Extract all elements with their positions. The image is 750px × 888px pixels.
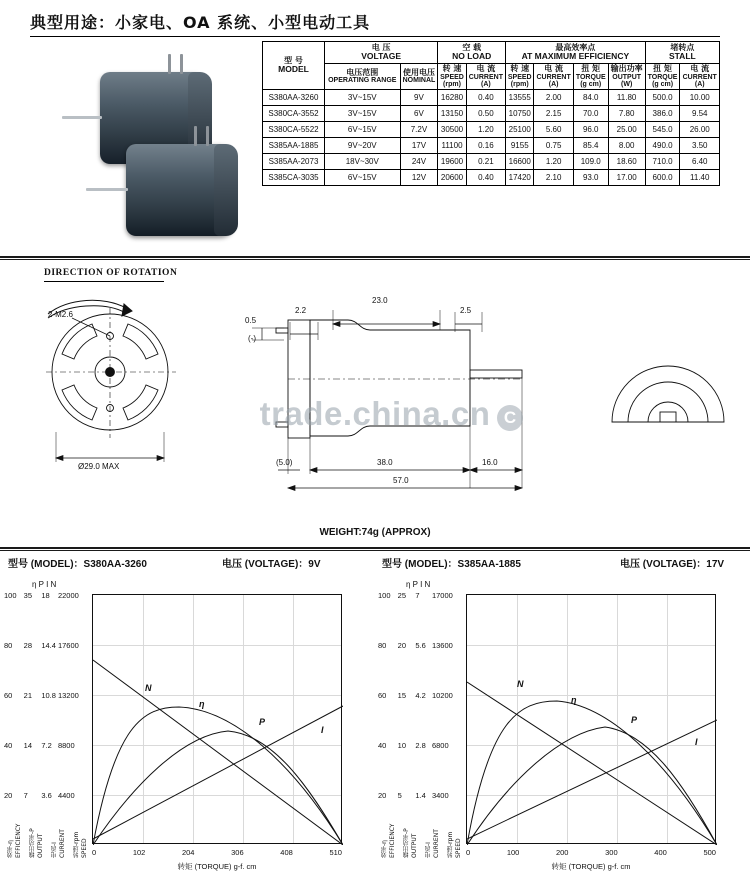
chart1-yaxis-speed-cn: 转速-rpm xyxy=(73,831,80,858)
cell-stall-current: 26.00 xyxy=(680,122,720,138)
cell-nominal: 24V xyxy=(400,154,438,170)
section-divider-top xyxy=(0,256,750,258)
chart2-label-N: N xyxy=(517,679,524,689)
chart1-ytick-row: 100 35 18 22000 xyxy=(4,591,79,600)
cell-eff-speed: 10750 xyxy=(506,106,534,122)
cell-eff-current: 1.20 xyxy=(534,154,573,170)
cell-range: 6V~15V xyxy=(325,122,401,138)
chart2-xticks xyxy=(466,848,716,857)
cell-eff-torque: 85.4 xyxy=(573,138,608,154)
chart1-yaxis-speed-en: SPEED xyxy=(81,838,88,858)
xtick: 100 xyxy=(506,848,520,857)
cell-eff-current: 2.10 xyxy=(534,170,573,186)
chart1-curves xyxy=(93,595,343,845)
subheader-noload-speed: 转 速 SPEED (rpm) xyxy=(438,64,466,90)
cell-model: S385CA-3035 xyxy=(263,170,325,186)
chart2-xlabel: 转矩 (TORQUE) g-f. cm xyxy=(551,862,631,871)
cell-stall-current: 11.40 xyxy=(680,170,720,186)
section-divider-top-2 xyxy=(0,259,750,260)
chart1-ytick-row: 20 7 3.6 4400 xyxy=(4,791,75,800)
cell-noload-current: 0.50 xyxy=(466,106,505,122)
cell-eff-output: 17.00 xyxy=(608,170,645,186)
subheader-eff-speed: 转 速 SPEED (rpm) xyxy=(506,64,534,90)
cell-noload-current: 0.40 xyxy=(466,90,505,106)
cell-nominal: 12V xyxy=(400,170,438,186)
screw-note: 2-M2.6 xyxy=(48,310,73,319)
chart2-ytick-row: 60 15 4.2 10200 xyxy=(378,691,453,700)
table-row xyxy=(263,170,720,186)
table-row xyxy=(263,106,720,122)
table-group-header-row xyxy=(263,42,720,64)
cell-eff-output: 7.80 xyxy=(608,106,645,122)
dim-0-5: 0.5 xyxy=(245,316,257,325)
cell-eff-output: 18.60 xyxy=(608,154,645,170)
dimension-drawing-section xyxy=(0,262,750,542)
chart2-plot-area xyxy=(466,594,716,844)
subheader-eff-torque: 扭 矩 TORQUE (g cm) xyxy=(573,64,608,90)
chart1-ytick-row: 80 28 14.4 17600 xyxy=(4,641,79,650)
cell-range: 3V~15V xyxy=(325,90,401,106)
motor-endcap-front xyxy=(214,144,238,236)
table-sub-header-row xyxy=(263,64,720,90)
cell-stall-torque: 490.0 xyxy=(645,138,680,154)
dim-2-2: 2.2 xyxy=(295,306,307,315)
right-end-view-drawing xyxy=(612,366,724,422)
cell-eff-torque: 93.0 xyxy=(573,170,608,186)
curve1-voltage-label: 电压 (VOLTAGE)：9V xyxy=(222,559,321,570)
end-view-drawing xyxy=(46,308,176,438)
chart2-yaxis-efficiency-en: EFFICIENCY xyxy=(389,823,396,858)
specification-table xyxy=(262,41,720,186)
section-divider-bottom xyxy=(0,547,750,549)
minus-terminal-mark: (-) xyxy=(248,334,256,343)
xtick: 408 xyxy=(280,848,293,857)
cell-range: 9V~20V xyxy=(325,138,401,154)
xtick: 102 xyxy=(132,848,146,857)
curve-current xyxy=(467,720,717,839)
chart1-yaxis-output-cn: 输出功率-P xyxy=(29,828,36,858)
banner xyxy=(30,8,720,34)
banner-divider xyxy=(30,36,720,37)
subheader-eff-current: 电 流 CURRENT (A) xyxy=(534,64,573,90)
chart2-label-eta: η xyxy=(571,695,577,705)
cell-nominal: 7.2V xyxy=(400,122,438,138)
dim-38: 38.0 xyxy=(377,458,393,467)
dim-57: 57.0 xyxy=(393,476,409,485)
side-view-drawing xyxy=(276,320,522,438)
rotation-direction-title: DIRECTION OF ROTATION xyxy=(44,268,178,278)
cell-stall-torque: 710.0 xyxy=(645,154,680,170)
curve-output xyxy=(467,727,717,845)
subheader-nominal: 使用电压 NOMINAL xyxy=(400,64,438,90)
curve-efficiency xyxy=(467,701,717,845)
cell-eff-speed: 13555 xyxy=(506,90,534,106)
xtick: 300 xyxy=(605,848,618,857)
chart1-ytick-row: 40 14 7.2 8800 xyxy=(4,741,75,750)
curve-output xyxy=(93,731,343,845)
motor-terminal-b xyxy=(180,54,183,74)
cell-eff-speed: 16600 xyxy=(506,154,534,170)
cell-eff-torque: 96.0 xyxy=(573,122,608,138)
xtick: 510 xyxy=(329,848,342,857)
cell-noload-current: 0.40 xyxy=(466,170,505,186)
cell-nominal: 9V xyxy=(400,90,438,106)
cell-eff-torque: 109.0 xyxy=(573,154,608,170)
cell-stall-current: 6.40 xyxy=(680,154,720,170)
chart2-label-I: I xyxy=(695,737,698,747)
chart2-yaxis-output-en: OUTPUT xyxy=(411,833,418,858)
chart2-yaxis-current-cn: 电流-I xyxy=(425,842,432,858)
watermark: trade.china.cn xyxy=(259,395,491,432)
cell-model: S385AA-1885 xyxy=(263,138,325,154)
xtick: 400 xyxy=(654,848,667,857)
header-max-efficiency: 最高效率点 AT MAXIMUM EFFICIENCY xyxy=(506,42,646,64)
cell-eff-torque: 84.0 xyxy=(573,90,608,106)
header-no-load: 空 载 NO LOAD xyxy=(438,42,506,64)
chart1-yaxis-efficiency-cn: 效率-η xyxy=(7,840,14,858)
subheader-stall-torque: 扭 矩 TORQUE (g cm) xyxy=(645,64,680,90)
chart2-yaxis-current-en: CURRENT xyxy=(433,829,440,858)
chart2-ytick-row: 80 20 5.6 13600 xyxy=(378,641,453,650)
chart2-yaxis-speed-cn: 转速-rpm xyxy=(447,831,454,858)
cell-eff-current: 2.00 xyxy=(534,90,573,106)
chart1-label-eta: η xyxy=(199,699,205,709)
curve-speed xyxy=(93,660,343,845)
subheader-stall-current: 电 流 CURRENT (A) xyxy=(680,64,720,90)
curve2-voltage-label: 电压 (VOLTAGE)：17V xyxy=(620,559,725,570)
dim-16: 16.0 xyxy=(482,458,498,467)
cell-noload-speed: 19600 xyxy=(438,154,466,170)
chart1-yaxis-current-en: CURRENT xyxy=(59,829,66,858)
watermark-logo-icon: C xyxy=(497,405,523,431)
cell-eff-speed: 9155 xyxy=(506,138,534,154)
motor-shaft-front xyxy=(86,188,128,191)
cell-eff-output: 11.80 xyxy=(608,90,645,106)
chart1-xticks xyxy=(92,848,342,857)
cell-noload-speed: 13150 xyxy=(438,106,466,122)
chart1-yaxis-current-cn: 电流-I xyxy=(51,842,58,858)
table-row xyxy=(263,154,720,170)
chart1-plot-area xyxy=(92,594,342,844)
curve-speed xyxy=(467,682,717,845)
cell-stall-torque: 386.0 xyxy=(645,106,680,122)
cell-eff-current: 2.15 xyxy=(534,106,573,122)
xtick: 200 xyxy=(555,848,569,857)
table-row xyxy=(263,138,720,154)
cell-eff-output: 8.00 xyxy=(608,138,645,154)
chart1-ytick-row: 60 21 10.8 13200 xyxy=(4,691,79,700)
cell-eff-output: 25.00 xyxy=(608,122,645,138)
cell-eff-speed: 17420 xyxy=(506,170,534,186)
cell-noload-speed: 16280 xyxy=(438,90,466,106)
motor-shaft-rear xyxy=(62,116,102,119)
curve2-model-label: 型号 (MODEL)：S385AA-1885 xyxy=(382,559,521,570)
performance-chart-1 xyxy=(4,580,372,880)
chart1-axis-units: η P I N xyxy=(32,580,57,589)
header-voltage: 电 压 VOLTAGE xyxy=(325,42,438,64)
chart2-ytick-row: 100 25 7 17000 xyxy=(378,591,453,600)
banner-title: 典型用途：小家电、OA 系统、小型电动工具 xyxy=(30,12,371,32)
dim-2-5: 2.5 xyxy=(460,306,472,315)
xtick: 0 xyxy=(466,848,471,857)
performance-chart-2 xyxy=(378,580,746,880)
cell-noload-speed: 11100 xyxy=(438,138,466,154)
cell-stall-torque: 545.0 xyxy=(645,122,680,138)
table-row xyxy=(263,122,720,138)
motor-terminal-d xyxy=(206,126,209,146)
cell-noload-current: 0.21 xyxy=(466,154,505,170)
motor-terminal-a xyxy=(168,54,171,74)
chart2-ytick-row: 40 10 2.8 6800 xyxy=(378,741,449,750)
xtick: 0 xyxy=(92,848,97,857)
cell-noload-current: 0.16 xyxy=(466,138,505,154)
chart2-label-P: P xyxy=(631,715,638,725)
cell-noload-speed: 20600 xyxy=(438,170,466,186)
table-row xyxy=(263,90,720,106)
xtick: 204 xyxy=(181,848,195,857)
curve-efficiency xyxy=(93,707,343,845)
cell-stall-current: 3.50 xyxy=(680,138,720,154)
cell-model: S380CA-3552 xyxy=(263,106,325,122)
chart1-label-I: I xyxy=(321,725,324,735)
motor-photo xyxy=(28,40,253,245)
cell-nominal: 17V xyxy=(400,138,438,154)
header-stall: 堵转点 STALL xyxy=(645,42,719,64)
cell-nominal: 6V xyxy=(400,106,438,122)
cell-eff-current: 5.60 xyxy=(534,122,573,138)
cell-eff-torque: 70.0 xyxy=(573,106,608,122)
diameter-note: Ø29.0 MAX xyxy=(78,462,120,471)
cell-model: S380AA-3260 xyxy=(263,90,325,106)
subheader-eff-output: 输出功率 OUTPUT (W) xyxy=(608,64,645,90)
cell-stall-torque: 500.0 xyxy=(645,90,680,106)
dim-5: (5.0) xyxy=(276,458,293,467)
curve1-model-label: 型号 (MODEL)：S380AA-3260 xyxy=(8,559,147,570)
chart2-yaxis-output-cn: 输出功率-P xyxy=(403,828,410,858)
motor-terminal-c xyxy=(194,126,197,146)
chart1-label-N: N xyxy=(145,683,152,693)
curve-current xyxy=(93,706,343,839)
chart2-ytick-row: 20 5 1.4 3400 xyxy=(378,791,449,800)
cell-range: 6V~15V xyxy=(325,170,401,186)
chart1-label-P: P xyxy=(259,717,266,727)
cell-stall-torque: 600.0 xyxy=(645,170,680,186)
weight-note: WEIGHT:74g (APPROX) xyxy=(319,527,431,538)
chart1-yaxis-efficiency-en: EFFICIENCY xyxy=(15,823,22,858)
chart2-curves xyxy=(467,595,717,845)
cell-range: 18V~30V xyxy=(325,154,401,170)
cell-noload-speed: 30500 xyxy=(438,122,466,138)
cell-model: S385AA-2073 xyxy=(263,154,325,170)
chart1-yaxis-output-en: OUTPUT xyxy=(37,833,44,858)
chart2-yaxis-efficiency-cn: 效率-η xyxy=(381,840,388,858)
cell-model: S380CA-5522 xyxy=(263,122,325,138)
cell-stall-current: 10.00 xyxy=(680,90,720,106)
xtick: 306 xyxy=(231,848,244,857)
chart1-xlabel: 转矩 (TORQUE) g-f. cm xyxy=(177,862,257,871)
chart2-yaxis-speed-en: SPEED xyxy=(455,838,462,858)
section-divider-bottom-2 xyxy=(0,550,750,551)
xtick: 500 xyxy=(703,848,716,857)
subheader-noload-current: 电 流 CURRENT (A) xyxy=(466,64,505,90)
cell-noload-current: 1.20 xyxy=(466,122,505,138)
header-model: 型 号 MODEL xyxy=(263,42,325,90)
subheader-operating-range: 电压范围 OPERATING RANGE xyxy=(325,64,401,90)
cell-range: 3V~15V xyxy=(325,106,401,122)
dim-23: 23.0 xyxy=(372,296,388,305)
cell-eff-current: 0.75 xyxy=(534,138,573,154)
cell-stall-current: 9.54 xyxy=(680,106,720,122)
cell-eff-speed: 25100 xyxy=(506,122,534,138)
chart2-axis-units: η P I N xyxy=(406,580,431,589)
